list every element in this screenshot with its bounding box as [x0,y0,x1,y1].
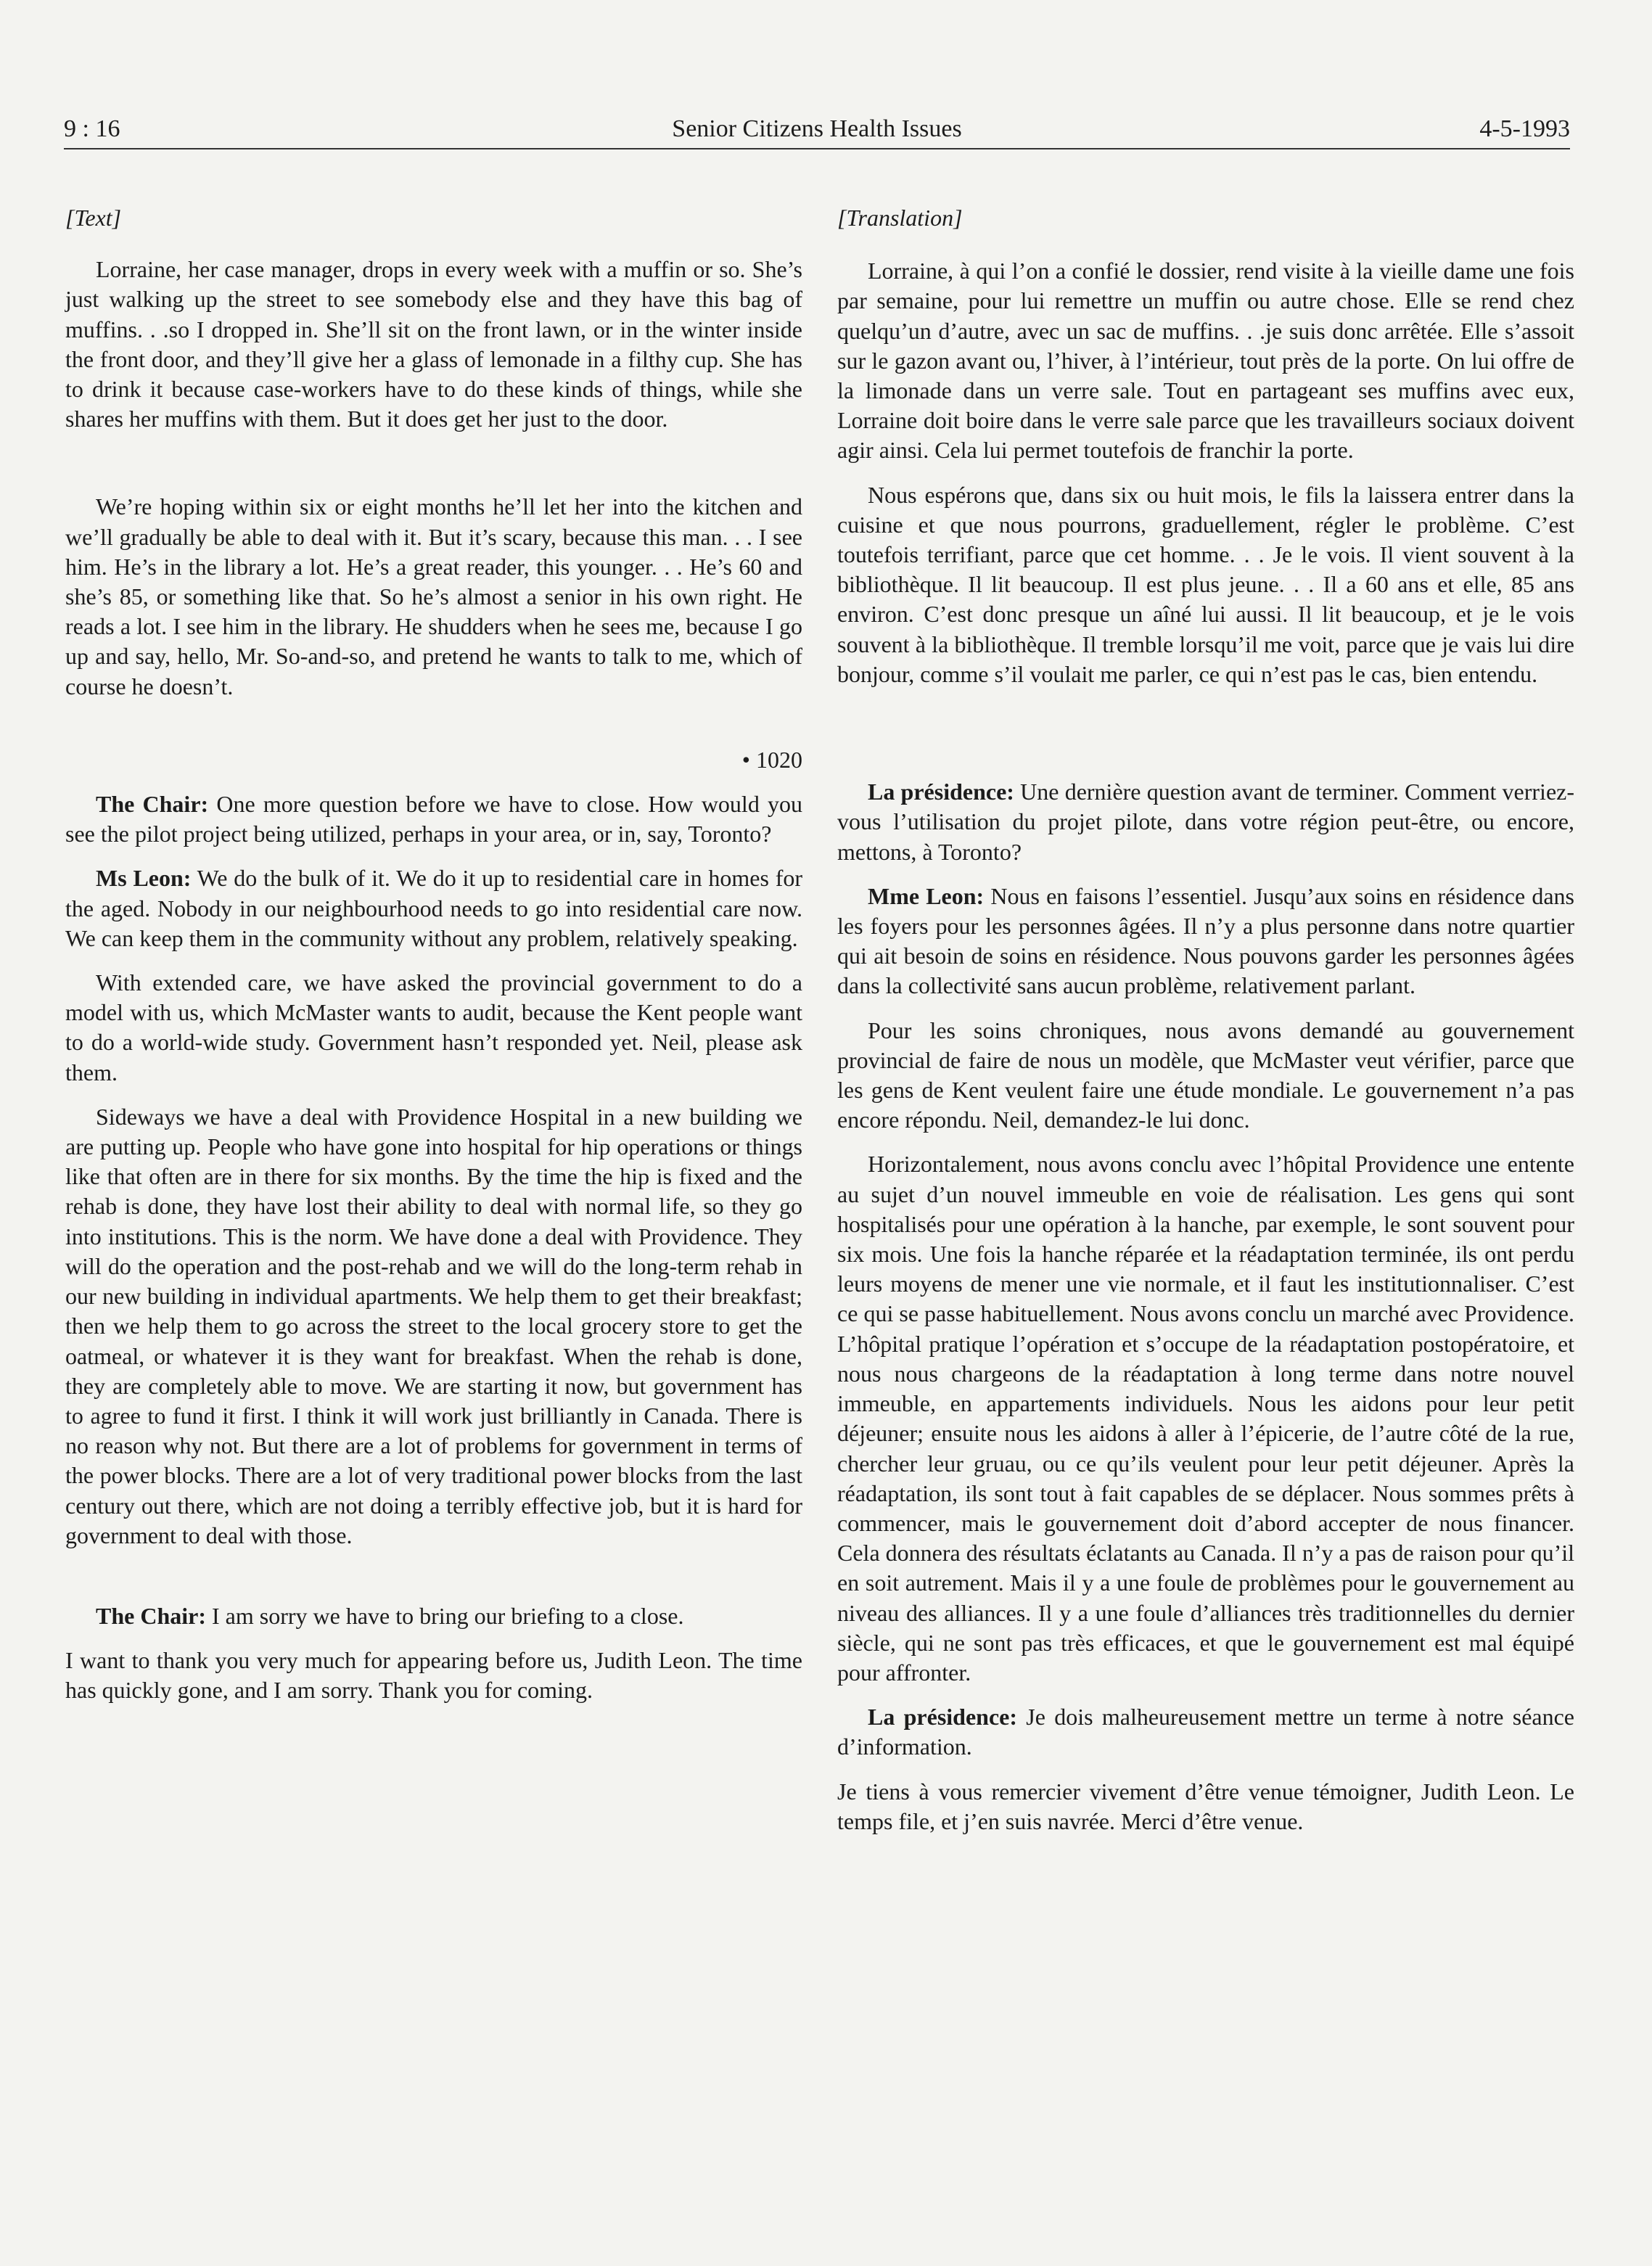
speaker-name: Mme Leon: [868,882,985,909]
page-header [64,113,1570,149]
translation-label: [Translation] [837,205,963,231]
speaker-name: The Chair: [96,1602,206,1629]
speech-text: Je dois malheureusement mettre un terme à notre séance d’information. [837,1704,1575,1760]
speaker-name: La présidence: [868,1704,1018,1731]
paragraph: With extended care, we have asked the provincial government to do a model with us, which McMaster wants to audit, because the Kent people want to do a world-wide study. Government hasn’t responded yet. Neil, please ask them. [65,969,802,1085]
speech-text: Nous en faisons l’essentiel. Jusqu’aux soins en résidence dans les foyers pour les personnes âgées. Il n’y a plus personne dans notre quartier qui ait besoin de soins en résidence. Nous pouvons garder les personnes âgées dans la collectivité sans aucun problème, relativement parlant. [837,882,1575,999]
paragraph: Lorraine, her case manager, drops in every week with a muffin or so. She’s just walking up the street to see somebody else and they have this bag of muffins. . .so I dropped in. She’ll sit on the front lawn, or in the winter inside the front door, and they’ll give her a glass of lemonade in a filthy cup. She has to drink it because case-workers have to do these kinds of things, while she shares her muffins with them. But it does get her just to the door. [65,256,802,432]
speech-text: One more question before we have to close. How would you see the pilot project being utilized, perhaps in your area, or in, say, Toronto? [65,791,803,847]
paragraph [65,1601,802,1631]
paragraph [65,789,802,849]
paragraph: Lorraine, à qui l’on a confié le dossier, rend visite à la vieille dame une fois par semaine, pour lui remettre un muffin ou autre chose. Elle se rend chez quelqu’un d’autre, avec un sac de muffins. . .je suis donc arrêtée. Elle s’assoit sur le gazon avant ou, l’hiver, à l’intérieur, tout près de la porte. On lui offre de la limonade dans un verre sale. Tout en partageant ses muffins avec eux, Lorraine doit boire dans le verre sale parce que les travailleurs sociaux doivent agir ainsi. Cela lui permet toutefois de franchir la porte. [837,258,1574,464]
paragraph [837,1702,1574,1762]
paragraph [837,882,1574,1001]
header-page-number: 9 : 16 [64,115,120,142]
paragraph: Je tiens à vous remercier vivement d’être venue témoigner, Judith Leon. Le temps file, et j’en suis navrée. Merci d’être venue. [837,1778,1574,1834]
speech-text: We do the bulk of it. We do it up to residential care in homes for the aged. Nobody in our neighbourhood needs to go into residential care now. We can keep them in the community without any problem, relatively speaking. [65,865,803,951]
french-column [837,203,1574,1836]
paragraph: Nous espérons que, dans six ou huit mois, le fils la laissera entrer dans la cuisine et que nous pourrons, graduellement, régler le problème. C’est toutefois terrifiant, parce que cet homme. . . Je le vois. Il vient souvent à la bibliothèque. Il lit beaucoup. Il est plus jeune. . . Il a 60 ans et elle, 85 ans environ. C’est donc presque un aîné lui aussi. Il lit beaucoup, et je le vois souvent à la bibliothèque. Il tremble lorsqu’il me voit, parce que je vais lui dire bonjour, comme s’il voulait me parler, ce qui n’est pas le cas, bien entendu. [837,481,1574,687]
english-column [65,203,802,1706]
paragraph: Sideways we have a deal with Providence Hospital in a new building we are putting up. People who have gone into hospital for hip operations or things like that often are in there for six months. By the time the hip is fixed and the rehab is done, they have lost their ability to deal with normal life, so they go into institutions. This is the norm. We have done a deal with Providence. They will do the operation and the post-rehab and we will do the long-term rehab in our new building in individual apartments. We help them to get their breakfast; then we help them to go across the street to the local grocery store to get the oatmeal, or whatever it is they want for breakfast. When the rehab is done, they are completely able to move. We are starting it now, but government has to agree to fund it first. I think it will work just brilliantly in Canada. There is no reason why not. But there are a lot of problems for government in terms of the power blocks. There are a lot of very traditional power blocks from the last century out there, which are not doing a terribly effective job, but it is hard for government to deal with those. [65,1103,802,1548]
speaker-name: The Chair: [96,791,209,818]
paragraph: Pour les soins chroniques, nous avons demandé au gouvernement provincial de faire de nous un modèle, que McMaster veut vérifier, parce que les gens de Kent veulent faire une étude mondiale. Le gouvernement n’a pas encore répondu. Neil, demandez-le lui donc. [837,1017,1574,1133]
paragraph: We’re hoping within six or eight months he’ll let her into the kitchen and we’ll gradually be able to deal with it. But it’s scary, because this man. . . I see him. He’s in the library a lot. He’s a great reader, this younger. . . He’s 60 and she’s 85, or something like that. So he’s almost a senior in his own right. He reads a lot. I see him in the library. He shudders when he sees me, because I go up and say, hello, Mr. So-and-so, and pretend he wants to talk to me, which of course he doesn’t. [65,493,802,699]
paragraph [837,777,1574,867]
text-label: [Text] [65,205,122,231]
speaker-name: La présidence: [868,779,1014,805]
paragraph: I want to thank you very much for appearing before us, Judith Leon. The time has quickly gone, and I am sorry. Thank you for coming. [65,1647,802,1704]
timestamp: • 1020 [741,746,802,773]
spacer [837,733,1574,763]
speaker-name: Ms Leon: [96,865,192,892]
paragraph: Horizontalement, nous avons conclu avec l’hôpital Providence une entente au sujet d’un nouvel immeuble en voie de réalisation. Les gens qui sont hospitalisés pour une opération à la hanche, par exemple, le sont souvent pour six mois. Une fois la hanche réparée et la réadaptation terminée, ils ont perdu leurs moyens de mener une vie normale, et il faut les institutionnaliser. C’est ce qui se passe habituellement. Nous avons conclu un marché avec Providence. L’hôpital pratique l’opération et s’occupe de la réadaptation postopératoire, et nous nous chargeons de la réadaptation à long terme dans notre nouvel immeuble, en appartements individuels. Nous les aidons pour leur petit déjeuner; ensuite nous les aidons à aller à l’épicerie, de l’autre côté de la rue, chercher leur gruau, ou ce qu’ils veulent pour leur petit déjeuner. Après la réadaptation, ils sont tout à fait capables de se déplacer. Nous sommes prêts à commencer, mais le gouvernement doit d’abord accepter de nous financer. Cela donnera des résultats éclatants au Canada. Il n’y a pas de raison pour qu’il en soit autrement. Mais il y a une foule de problèmes pour le gouvernement au niveau des alliances. Il y a une foule d’alliances très traditionnelles du dernier siècle, qui ne sont pas très efficaces, et que le gouvernement est mal équipé pour affronter. [837,1151,1574,1686]
header-date: 4-5-1993 [1479,115,1570,142]
paragraph [65,863,802,953]
speech-text: Une dernière question avant de terminer. Comment verriez-vous l’utilisation du projet pilote, dans votre région peut-être, ou encore, mettons, à Toronto? [837,779,1575,865]
speech-text: I am sorry we have to bring our briefing to a close. [206,1602,684,1629]
header-title: Senior Citizens Health Issues [672,115,962,142]
